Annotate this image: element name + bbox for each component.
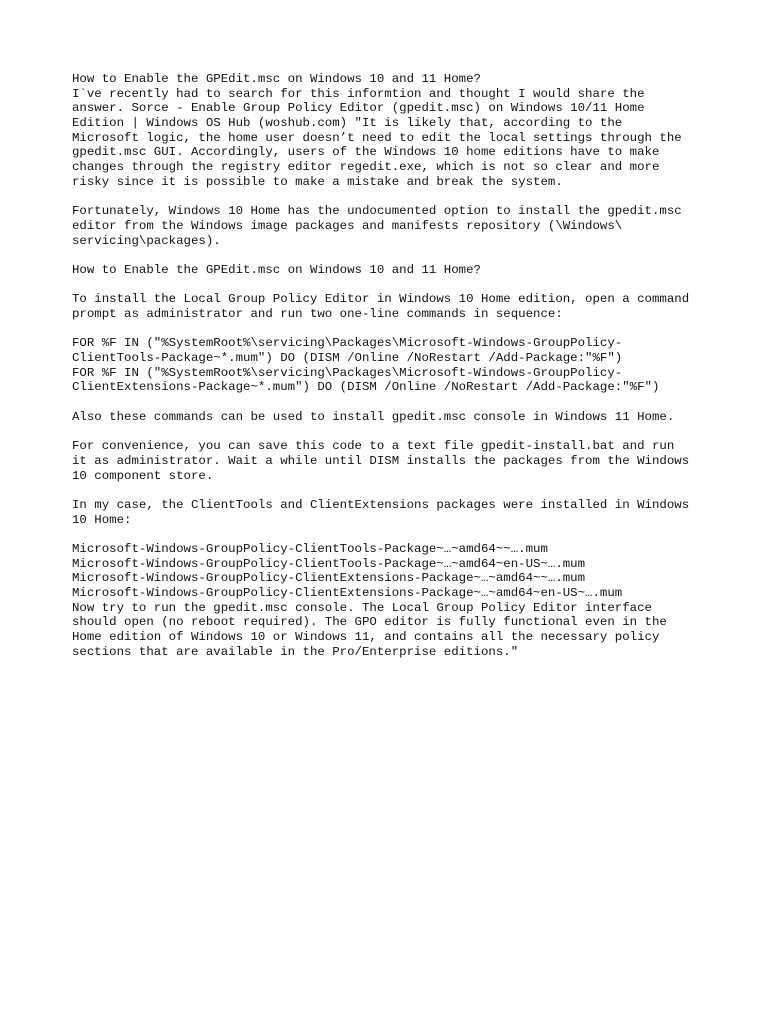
text-line: To install the Local Group Policy Editor in Windows 10 Home edition, open a command (72, 292, 690, 307)
text-line: editor from the Windows image packages and manifests repository (\Windows\ (72, 218, 623, 233)
text-line: 10 Home: (72, 512, 132, 527)
text-line: ClientTools-Package~*.mum") DO (DISM /Online /NoRestart /Add-Package:"%F") (72, 351, 623, 366)
text-line: In my case, the ClientTools and ClientExtensions packages were installed in Windows (72, 497, 690, 512)
text-line: Microsoft-Windows-GroupPolicy-ClientExtensions-Package~…~amd64~~….mum (72, 571, 586, 586)
text-line: 10 component store. (72, 468, 214, 483)
text-line: Edition | Windows OS Hub (woshub.com) "It is likely that, according to the (72, 116, 623, 131)
text-line: How to Enable the GPEdit.msc on Windows 10 and 11 Home? (72, 262, 481, 277)
text-line: For convenience, you can save this code to a text file gpedit-install.bat and run (72, 439, 675, 454)
blank-line (72, 322, 712, 337)
text-line: Microsoft logic, the home user doesn’t need to edit the local settings through the (72, 130, 682, 145)
text-line: Microsoft-Windows-GroupPolicy-ClientTools-Package~…~amd64~~….mum (72, 542, 548, 556)
blank-line (72, 527, 712, 542)
text-line: servicing\packages). (72, 233, 221, 248)
text-line: Fortunately, Windows 10 Home has the undocumented option to install the gpedit.msc (72, 204, 682, 219)
text-line: risky since it is possible to make a mistake and break the system. (72, 174, 563, 189)
text-line: How to Enable the GPEdit.msc on Windows 10 and 11 Home? (72, 72, 481, 86)
text-line: FOR %F IN ("%SystemRoot%\servicing\Packages\Microsoft-Windows-GroupPolicy- (72, 365, 623, 380)
text-line: gpedit.msc GUI. Accordingly, users of the Windows 10 home editions have to make (72, 145, 660, 160)
document-page (72, 72, 712, 660)
blank-line (72, 395, 712, 410)
blank-line (72, 190, 712, 205)
text-line: changes through the registry editor regedit.exe, which is not so clear and more (72, 160, 660, 175)
text-line: sections that are available in the Pro/Enterprise editions." (72, 644, 519, 659)
text-line: Also these commands can be used to install gpedit.msc console in Windows 11 Home. (72, 409, 675, 424)
text-line: Now try to run the gpedit.msc console. The Local Group Policy Editor interface (72, 600, 652, 615)
blank-line (72, 425, 712, 440)
text-line: ClientExtensions-Package~*.mum") DO (DISM /Online /NoRestart /Add-Package:"%F") (72, 380, 660, 395)
text-line: should open (no reboot required). The GPO editor is fully functional even in the (72, 615, 667, 630)
text-line: Home edition of Windows 10 or Windows 11, and contains all the necessary policy (72, 630, 660, 645)
text-line: Microsoft-Windows-GroupPolicy-ClientTools-Package~…~amd64~en-US~….mum (72, 556, 586, 571)
text-line: Microsoft-Windows-GroupPolicy-ClientExtensions-Package~…~amd64~en-US~….mum (72, 586, 623, 601)
text-line: I`ve recently had to search for this informtion and thought I would share the (72, 86, 645, 101)
blank-line (72, 483, 712, 498)
text-line: answer. Sorce - Enable Group Policy Editor (gpedit.msc) on Windows 10/11 Home (72, 101, 645, 116)
text-line: prompt as administrator and run two one-line commands in sequence: (72, 307, 563, 321)
blank-line (72, 278, 712, 293)
text-line: FOR %F IN ("%SystemRoot%\servicing\Packages\Microsoft-Windows-GroupPolicy- (72, 336, 623, 351)
text-line: it as administrator. Wait a while until DISM installs the packages from the Windows (72, 453, 690, 468)
blank-line (72, 248, 712, 263)
